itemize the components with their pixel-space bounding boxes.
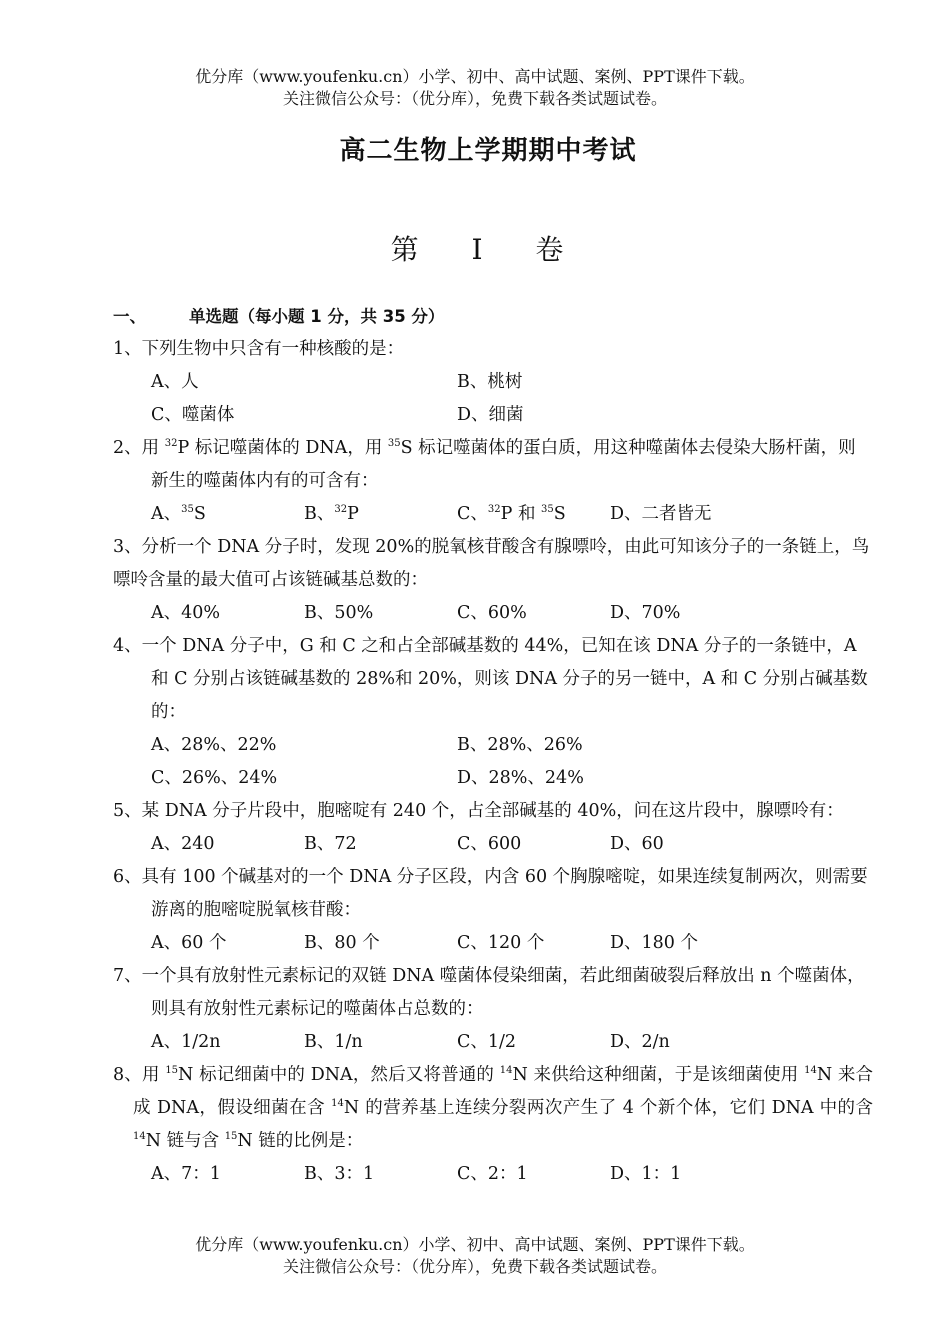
question-3 xyxy=(113,531,873,630)
question-stem: 7、一个具有放射性元素标记的双链 DNA 噬菌体侵染细菌，若此细菌破裂后释放出 n 个噬菌体，则具有放射性元素标记的噬菌体占总数的： xyxy=(113,966,865,1019)
option-a[interactable]: A、240 xyxy=(151,834,215,854)
option-text: B、 xyxy=(304,504,335,524)
option-text: C、 xyxy=(457,504,488,524)
header-line-2: 关注微信公众号：（优分库），免费下载各类试题试卷。 xyxy=(282,89,667,108)
option-b[interactable]: B、28%、26% xyxy=(457,735,583,755)
question-stem: 1、下列生物中只含有一种核酸的是： xyxy=(113,339,405,359)
volume-heading: 第 I 卷 xyxy=(390,233,586,266)
option-group xyxy=(113,729,873,795)
page-header xyxy=(0,66,950,110)
stem-text: N 来供给这种细菌，于是该细菌使用 xyxy=(512,1065,805,1085)
question-1 xyxy=(113,333,873,432)
page-footer xyxy=(0,1234,950,1278)
option-d[interactable]: D、细菌 xyxy=(457,405,524,425)
question-stem: 4、一个 DNA 分子中，G 和 C 之和占全部碱基数的 44%，已知在该 DNA 分子的一条链中，A 和 C 分别占该链碱基数的 28%和 20%，则该 DNA 分子的另一链中，A 和 C 分别占碱基数的： xyxy=(113,636,868,722)
option-a[interactable] xyxy=(151,498,304,531)
option-group xyxy=(113,366,873,432)
option-c[interactable] xyxy=(457,498,610,531)
header-line-1: 优分库（www.youfenku.cn）小学、初中、高中试题、案例、PPT课件下载。 xyxy=(195,67,755,86)
option-c[interactable]: C、600 xyxy=(457,834,522,854)
option-d[interactable]: D、60 xyxy=(610,834,664,854)
question-7 xyxy=(113,960,873,1059)
isotope-mass: 14 xyxy=(331,1098,344,1109)
question-2 xyxy=(113,432,873,531)
question-stem: 5、某 DNA 分子片段中，胞嘧啶有 240 个，占全部碱基的 40%，问在这片段中，腺嘌呤有： xyxy=(113,801,844,821)
option-c[interactable]: C、1/2 xyxy=(457,1032,517,1052)
stem-text: N 的营养基上连续分裂两次产生了 4 个新个体，它们 DNA 中的含 xyxy=(343,1098,874,1118)
question-list xyxy=(113,300,873,1191)
stem-text: N 链的比例是： xyxy=(237,1131,364,1151)
option-d[interactable]: D、28%、24% xyxy=(457,768,584,788)
stem-text: N 链与含 xyxy=(145,1131,225,1151)
question-stem: 6、具有 100 个碱基对的一个 DNA 分子区段，内含 60 个胸腺嘧啶，如果连续复制两次，则需要游离的胞嘧啶脱氧核苷酸： xyxy=(113,867,868,920)
option-a[interactable]: A、40% xyxy=(151,603,221,623)
isotope-mass: 35 xyxy=(181,504,194,515)
option-b[interactable]: B、72 xyxy=(304,834,357,854)
isotope-mass: 15 xyxy=(165,1065,179,1076)
isotope-mass: 32 xyxy=(487,504,501,515)
isotope-mass: 35 xyxy=(541,504,554,515)
isotope-mass: 15 xyxy=(224,1131,238,1142)
option-text: P xyxy=(347,504,359,524)
isotope-mass: 32 xyxy=(334,504,348,515)
question-stem xyxy=(113,1059,873,1158)
option-group xyxy=(113,1026,873,1059)
question-8 xyxy=(113,1059,873,1191)
option-d[interactable]: D、1：1 xyxy=(610,1164,682,1184)
option-d[interactable] xyxy=(610,498,763,531)
option-c[interactable]: C、2：1 xyxy=(457,1164,528,1184)
option-a[interactable]: A、28%、22% xyxy=(151,735,277,755)
option-group xyxy=(113,597,873,630)
section-label: 单选题（每小题 1 分，共 35 分） xyxy=(189,307,445,326)
exam-title: 高二生物上学期期中考试 xyxy=(339,136,637,166)
option-group xyxy=(113,927,873,960)
question-stem xyxy=(113,432,873,498)
isotope-mass: 14 xyxy=(499,1065,513,1076)
isotope-mass: 32 xyxy=(164,438,178,449)
option-group xyxy=(113,498,873,531)
stem-text: S 标记噬菌体的蛋白质，用这种噬菌体去侵染大肠杆菌，则新生的噬菌体内有的可含有： xyxy=(151,438,856,491)
option-text: S xyxy=(553,504,566,524)
stem-text: N 来合成 DNA，假设细菌在含 xyxy=(133,1065,873,1118)
footer-line-1: 优分库（www.youfenku.cn）小学、初中、高中试题、案例、PPT课件下载。 xyxy=(195,1235,755,1254)
option-text: P 和 xyxy=(500,504,542,524)
option-a[interactable]: A、人 xyxy=(151,372,199,392)
option-c[interactable]: C、噬菌体 xyxy=(151,405,235,425)
option-c[interactable]: C、120 个 xyxy=(457,933,545,953)
section-number: 一、 xyxy=(113,307,146,326)
option-a[interactable]: A、7：1 xyxy=(151,1164,221,1184)
option-b[interactable]: B、桃树 xyxy=(457,372,523,392)
stem-text: 8、用 xyxy=(113,1065,166,1085)
option-c[interactable]: C、60% xyxy=(457,603,527,623)
option-b[interactable]: B、80 个 xyxy=(304,933,380,953)
question-4 xyxy=(113,630,873,795)
option-text: S xyxy=(193,504,206,524)
option-d[interactable]: D、2/n xyxy=(610,1032,670,1052)
option-text: A、 xyxy=(151,504,182,524)
section-heading xyxy=(113,300,873,333)
footer-line-2: 关注微信公众号：（优分库），免费下载各类试题试卷。 xyxy=(282,1257,667,1276)
question-5 xyxy=(113,795,873,861)
option-group xyxy=(113,828,873,861)
isotope-mass: 14 xyxy=(133,1131,146,1142)
option-b[interactable]: B、1/n xyxy=(304,1032,363,1052)
question-6 xyxy=(113,861,873,960)
option-d[interactable]: D、180 个 xyxy=(610,933,698,953)
option-b[interactable] xyxy=(304,498,457,531)
isotope-mass: 14 xyxy=(804,1065,817,1076)
option-group xyxy=(113,1158,873,1191)
isotope-mass: 35 xyxy=(387,438,401,449)
question-stem: 3、分析一个 DNA 分子时，发现 20%的脱氧核苷酸含有腺嘌呤，由此可知该分子的一条链上，鸟嘌呤含量的最大值可占该链碱基总数的： xyxy=(113,537,870,590)
option-a[interactable]: A、60 个 xyxy=(151,933,227,953)
option-b[interactable]: B、3：1 xyxy=(304,1164,375,1184)
option-c[interactable]: C、26%、24% xyxy=(151,768,278,788)
stem-text: 2、用 xyxy=(113,438,165,458)
option-d[interactable]: D、70% xyxy=(610,603,681,623)
stem-text: N 标记细菌中的 DNA，然后又将普通的 xyxy=(178,1065,500,1085)
stem-text: P 标记噬菌体的 DNA，用 xyxy=(177,438,388,458)
option-b[interactable]: B、50% xyxy=(304,603,374,623)
option-a[interactable]: A、1/2n xyxy=(151,1032,221,1052)
option-text: D、二者皆无 xyxy=(610,504,712,524)
